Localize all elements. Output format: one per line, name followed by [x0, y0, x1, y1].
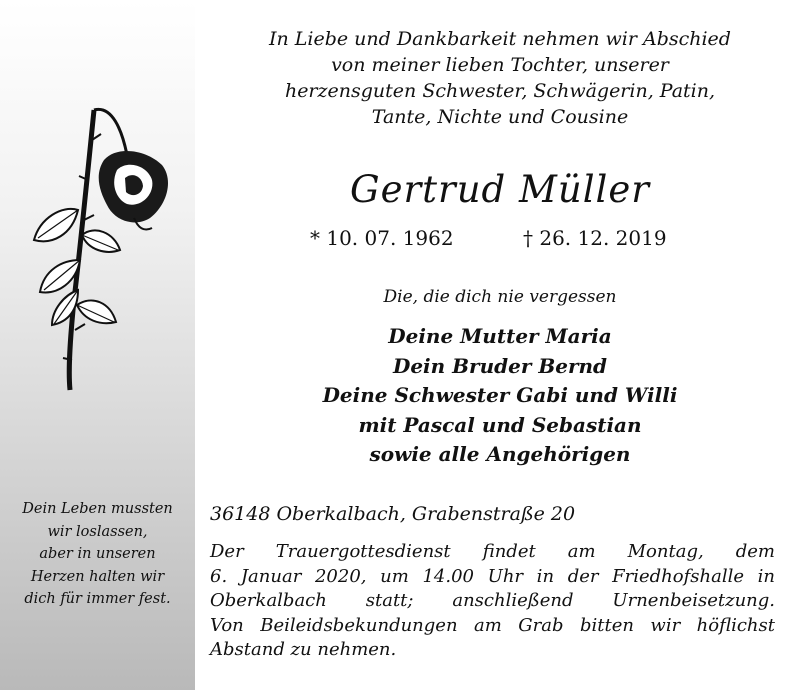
- mourner-line: Dein Bruder Bernd: [392, 353, 608, 378]
- birth-date: * 10. 07. 1962: [310, 226, 454, 250]
- quote-line: aber in unseren: [39, 546, 156, 562]
- service-line: Oberkalbach statt; anschließend Urnenbeisetzung.: [210, 590, 775, 611]
- sidebar-quote: [0, 498, 195, 611]
- intro-line: herzensguten Schwester, Schwägerin, Patin,: [284, 80, 716, 102]
- service-line: Abstand zu nehmen.: [210, 639, 397, 660]
- mourner-line: Deine Mutter Maria: [388, 324, 612, 348]
- quote-line: wir loslassen,: [47, 523, 148, 540]
- service-line: Von Beileidsbekundungen am Grab bitten wir höflichst: [210, 614, 775, 636]
- quote-line: dich für immer fest.: [24, 591, 171, 607]
- intro-line: Tante, Nichte und Cousine: [371, 106, 629, 128]
- mourner-line: Deine Schwester Gabi und Willi: [322, 383, 678, 407]
- quote-line: Dein Leben mussten: [22, 501, 173, 517]
- death-date: † 26. 12. 2019: [523, 226, 667, 250]
- intro-line: In Liebe und Dankbarkeit nehmen wir Abschied: [269, 28, 731, 50]
- mourners-intro: Die, die dich nie vergessen: [383, 287, 617, 307]
- deceased-name: Gertrud Müller: [350, 168, 650, 211]
- mourners-list: [210, 322, 790, 470]
- sidebar-panel: [0, 0, 195, 690]
- mourner-line: sowie alle Angehörigen: [369, 442, 631, 466]
- address: 36148 Oberkalbach, Grabenstraße 20: [210, 503, 576, 525]
- service-line: 6. Januar 2020, um 14.00 Uhr in der Friedhofshalle in: [210, 565, 775, 587]
- rose-icon: [22, 100, 182, 400]
- intro-text: [210, 26, 790, 130]
- mourner-line: mit Pascal und Sebastian: [358, 412, 642, 437]
- quote-line: Herzen halten wir: [30, 568, 165, 585]
- service-line: Der Trauergottesdienst findet am Montag, dem: [210, 541, 775, 562]
- intro-line: von meiner lieben Tochter, unserer: [331, 54, 669, 76]
- service-info: [210, 540, 775, 663]
